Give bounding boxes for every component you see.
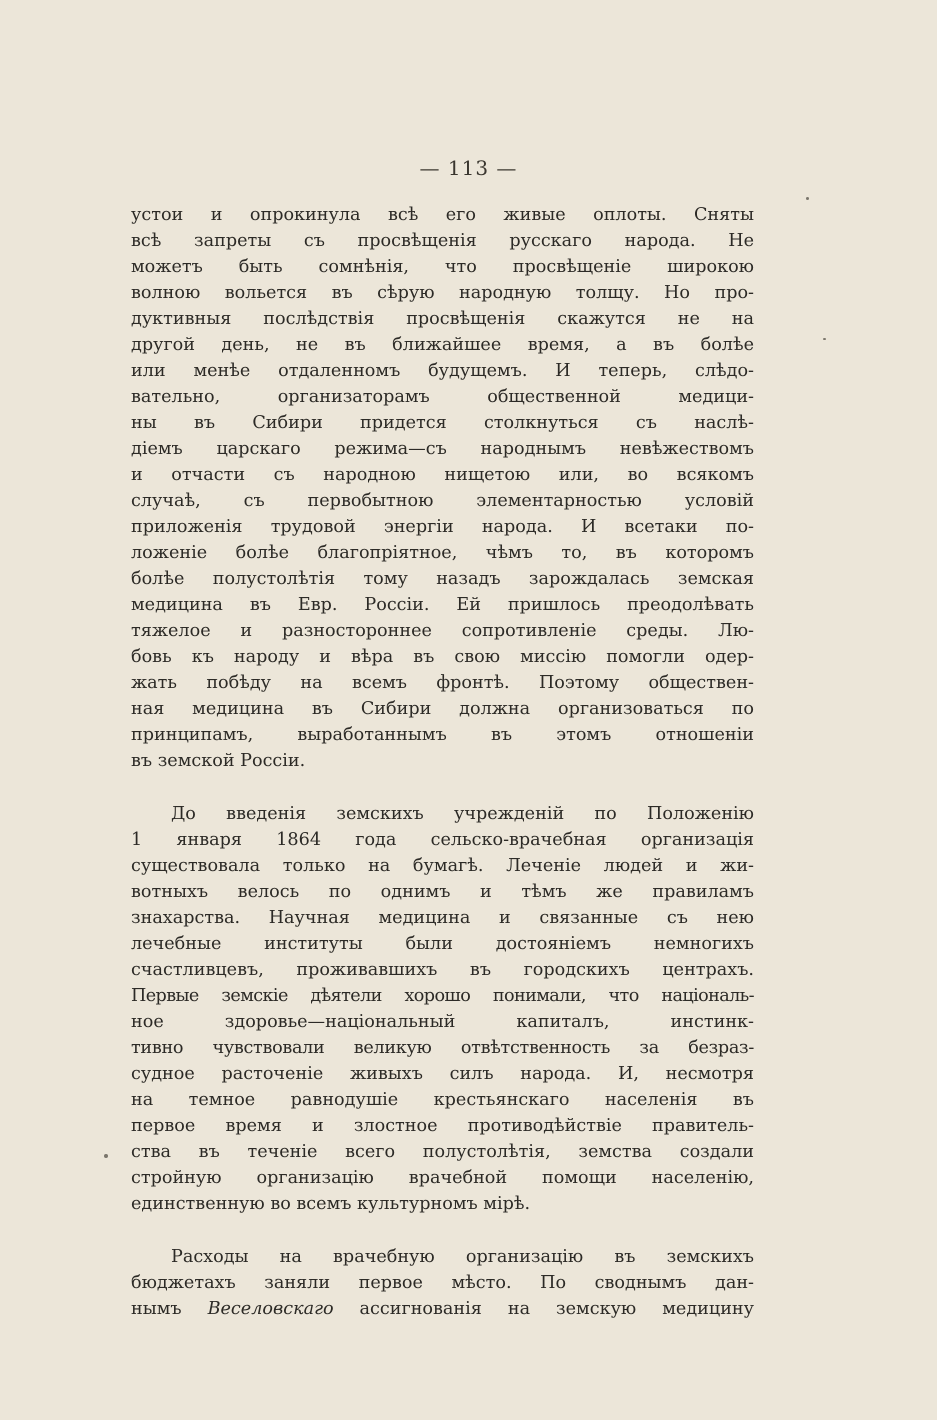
text-line: стройную организацію врачебной помощи населенію, [131,1168,754,1188]
text-line: бовь къ народу и вѣра въ свою миссію помогли одер- [131,647,754,667]
print-speck [823,338,826,340]
text-line: Первые земскіе дѣятели хорошо понимали, что національ- [131,986,754,1006]
text-line: въ земской Россіи. [131,751,306,771]
text-fragment: ассигнованія на земскую медицину [333,1299,754,1319]
text-line: единственную во всемъ культурномъ мірѣ. [131,1194,531,1214]
text-line: діемъ царскаго режима—съ народнымъ невѣжествомъ [131,439,754,459]
text-line: вотныхъ велось по однимъ и тѣмъ же правиламъ [131,882,754,902]
paragraph-3 [131,1244,754,1322]
text-line: ства въ теченіе всего полустолѣтія, земства создали [131,1142,754,1162]
text-line: другой день, не въ ближайшее время, а въ болѣе [131,335,754,355]
paragraph-1 [131,202,754,774]
text-line: бюджетахъ заняли первое мѣсто. По своднымъ дан- [131,1273,754,1293]
print-speck [104,1154,108,1158]
text-line: можетъ быть сомнѣнія, что просвѣщеніе широкою [131,257,754,277]
paragraph-2 [131,801,754,1217]
page-number: — 113 — [419,156,518,180]
text-line: приложенія трудовой энергіи народа. И всетаки по- [131,517,754,537]
author-name-italic: Веселовскаго [207,1299,334,1319]
text-fragment: нымъ [131,1299,208,1319]
text-line: 1 января 1864 года сельско-врачебная организація [131,830,754,850]
text-line: существовала только на бумагѣ. Леченіе людей и жи- [131,856,754,876]
text-line: ная медицина въ Сибири должна организоваться по [131,699,754,719]
text-line: медицина въ Евр. Россіи. Ей пришлось преодолѣвать [131,595,754,615]
text-line: вательно, организаторамъ общественной медици- [131,387,754,407]
print-speck [806,197,809,200]
text-line: случаѣ, съ первобытною элементарностью условій [131,491,754,511]
text-line: устои и опрокинула всѣ его живые оплоты. Сняты [131,205,754,225]
text-line: тяжелое и разностороннее сопротивленіе среды. Лю- [131,621,754,641]
body-text [131,202,754,1322]
text-line: тивно чувствовали великую отвѣтственность за безраз- [131,1038,754,1058]
text-line: лечебные институты были достояніемъ немногихъ [131,934,754,954]
text-line: волною вольется въ сѣрую народную толщу. Но про- [131,283,754,303]
text-line: на темное равнодушіе крестьянскаго населенія въ [131,1090,754,1110]
text-line-with-name [131,1296,754,1322]
text-line: судное расточеніе живыхъ силъ народа. И, несмотря [131,1064,754,1084]
text-line: дуктивныя послѣдствія просвѣщенія скажутся не на [131,309,754,329]
text-line: ны въ Сибири придется столкнуться съ наслѣ- [131,413,754,433]
text-line: ложеніе болѣе благопріятное, чѣмъ то, въ которомъ [131,543,754,563]
text-line: жать побѣду на всемъ фронтѣ. Поэтому обществен- [131,673,754,693]
text-line: знахарства. Научная медицина и связанные съ нею [131,908,754,928]
text-line: или менѣе отдаленномъ будущемъ. И теперь, слѣдо- [131,361,754,381]
text-line: Расходы на врачебную организацію въ земскихъ [171,1247,754,1267]
text-line: всѣ запреты съ просвѣщенія русскаго народа. Не [131,231,754,251]
text-line: До введенія земскихъ учрежденій по Положенію [171,804,754,824]
text-line: принципамъ, выработаннымъ въ этомъ отношеніи [131,725,754,745]
text-line: болѣе полустолѣтія тому назадъ зарождалась земская [131,569,754,589]
text-line: первое время и злостное противодѣйствіе правитель- [131,1116,754,1136]
text-line: счастливцевъ, проживавшихъ въ городскихъ центрахъ. [131,960,754,980]
text-line: ное здоровье—національный капиталъ, инстинк- [131,1012,754,1032]
text-line: и отчасти съ народною нищетою или, во всякомъ [131,465,754,485]
